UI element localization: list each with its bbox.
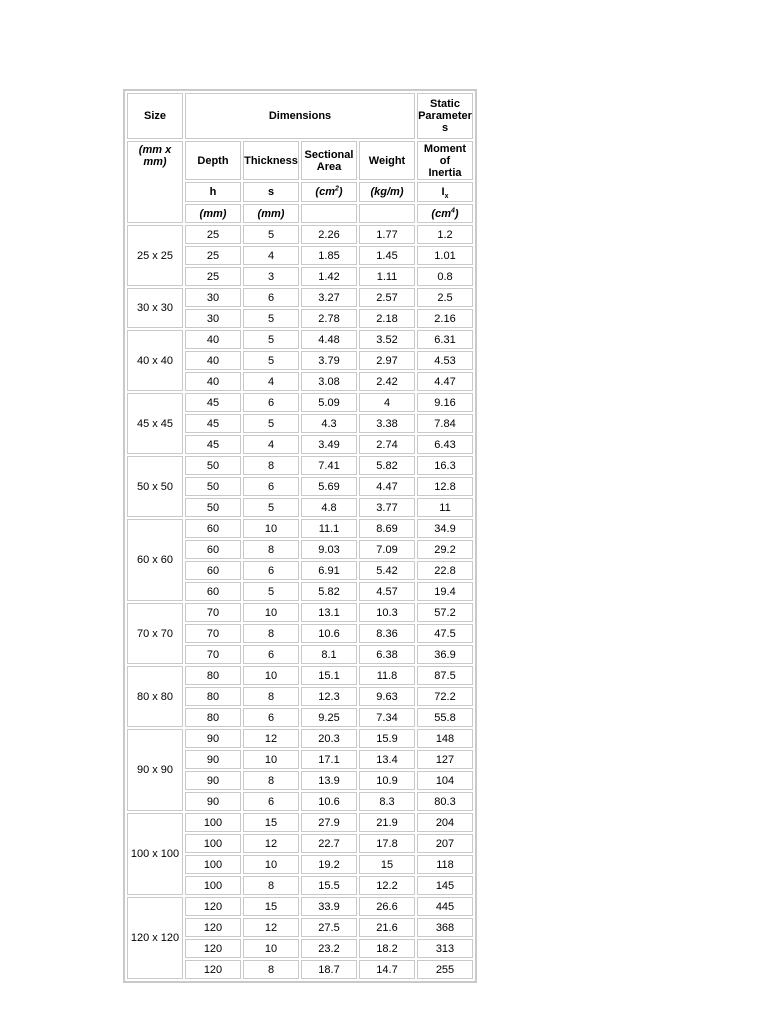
area-cell: 8.1 xyxy=(301,645,357,664)
size-cell: 100 x 100 xyxy=(127,813,183,895)
depth-cell: 50 xyxy=(185,477,241,496)
area-cell: 9.03 xyxy=(301,540,357,559)
inertia-cell: 16.3 xyxy=(417,456,473,475)
inertia-cell: 9.16 xyxy=(417,393,473,412)
inertia-cell: 22.8 xyxy=(417,561,473,580)
table-row xyxy=(127,519,473,538)
thickness-cell: 6 xyxy=(243,708,299,727)
inertia-cell: 6.31 xyxy=(417,330,473,349)
size-header: Size xyxy=(127,93,183,139)
weight-cell: 15.9 xyxy=(359,729,415,748)
area-cell: 3.79 xyxy=(301,351,357,370)
thickness-header: Thickness xyxy=(243,141,299,180)
thickness-cell: 8 xyxy=(243,624,299,643)
thickness-cell: 15 xyxy=(243,813,299,832)
inertia-cell: 72.2 xyxy=(417,687,473,706)
thickness-cell: 5 xyxy=(243,582,299,601)
thickness-cell: 6 xyxy=(243,792,299,811)
inertia-cell: 368 xyxy=(417,918,473,937)
inertia-cell: 29.2 xyxy=(417,540,473,559)
moment-line2: Inertia xyxy=(428,166,462,179)
thickness-cell: 8 xyxy=(243,540,299,559)
depth-cell: 100 xyxy=(185,855,241,874)
inertia-cell: 34.9 xyxy=(417,519,473,538)
weight-cell: 7.34 xyxy=(359,708,415,727)
weight-cell: 2.97 xyxy=(359,351,415,370)
weight-header: Weight xyxy=(359,141,415,180)
depth-cell: 70 xyxy=(185,624,241,643)
inertia-cell: 11 xyxy=(417,498,473,517)
table-row xyxy=(127,225,473,244)
area-line1: Sectional xyxy=(304,148,354,161)
depth-cell: 70 xyxy=(185,645,241,664)
thickness-cell: 6 xyxy=(243,393,299,412)
depth-cell: 100 xyxy=(185,813,241,832)
size-cell: 60 x 60 xyxy=(127,519,183,601)
area-cell: 1.85 xyxy=(301,246,357,265)
inertia-cell: 4.53 xyxy=(417,351,473,370)
inertia-cell: 57.2 xyxy=(417,603,473,622)
area-cell: 13.9 xyxy=(301,771,357,790)
depth-cell: 45 xyxy=(185,435,241,454)
thickness-cell: 6 xyxy=(243,645,299,664)
thickness-cell: 6 xyxy=(243,288,299,307)
thickness-cell: 5 xyxy=(243,330,299,349)
inertia-cell: 1.01 xyxy=(417,246,473,265)
area-cell: 19.2 xyxy=(301,855,357,874)
thickness-cell: 4 xyxy=(243,246,299,265)
thickness-cell: 8 xyxy=(243,771,299,790)
weight-cell: 2.18 xyxy=(359,309,415,328)
depth-cell: 50 xyxy=(185,456,241,475)
depth-cell: 30 xyxy=(185,309,241,328)
weight-cell: 2.42 xyxy=(359,372,415,391)
static-line2: Parameter xyxy=(418,110,472,122)
header-row-2 xyxy=(127,141,473,180)
weight-cell: 1.11 xyxy=(359,267,415,286)
thickness-cell: 10 xyxy=(243,666,299,685)
weight-cell: 21.6 xyxy=(359,918,415,937)
weight-cell: 21.9 xyxy=(359,813,415,832)
thickness-unit: (mm) xyxy=(243,204,299,223)
area-cell: 2.26 xyxy=(301,225,357,244)
area-cell: 15.5 xyxy=(301,876,357,895)
weight-cell: 1.45 xyxy=(359,246,415,265)
inertia-cell: 204 xyxy=(417,813,473,832)
depth-unit: (mm) xyxy=(185,204,241,223)
table-row xyxy=(127,813,473,832)
depth-symbol: h xyxy=(185,182,241,202)
weight-cell: 18.2 xyxy=(359,939,415,958)
depth-cell: 60 xyxy=(185,540,241,559)
depth-header: Depth xyxy=(185,141,241,180)
depth-cell: 25 xyxy=(185,246,241,265)
area-cell: 13.1 xyxy=(301,603,357,622)
area-cell: 27.9 xyxy=(301,813,357,832)
size-cell: 120 x 120 xyxy=(127,897,183,979)
inertia-cell: 104 xyxy=(417,771,473,790)
weight-cell: 3.38 xyxy=(359,414,415,433)
thickness-cell: 5 xyxy=(243,414,299,433)
depth-cell: 60 xyxy=(185,561,241,580)
moment-header xyxy=(417,141,473,180)
table-row xyxy=(127,330,473,349)
depth-cell: 60 xyxy=(185,519,241,538)
weight-cell: 8.36 xyxy=(359,624,415,643)
area-cell: 3.08 xyxy=(301,372,357,391)
inertia-cell: 80.3 xyxy=(417,792,473,811)
inertia-cell: 207 xyxy=(417,834,473,853)
thickness-cell: 10 xyxy=(243,939,299,958)
inertia-cell: 313 xyxy=(417,939,473,958)
inertia-cell: 7.84 xyxy=(417,414,473,433)
weight-cell: 8.3 xyxy=(359,792,415,811)
size-cell: 90 x 90 xyxy=(127,729,183,811)
depth-cell: 90 xyxy=(185,729,241,748)
thickness-cell: 10 xyxy=(243,519,299,538)
weight-cell: 10.9 xyxy=(359,771,415,790)
weight-cell: 6.38 xyxy=(359,645,415,664)
moment-unit: $(cm^4)$ xyxy=(417,204,473,223)
thickness-cell: 8 xyxy=(243,687,299,706)
weight-cell: 5.82 xyxy=(359,456,415,475)
thickness-cell: 8 xyxy=(243,960,299,979)
area-cell: 4.8 xyxy=(301,498,357,517)
inertia-cell: 148 xyxy=(417,729,473,748)
inertia-cell: 1.2 xyxy=(417,225,473,244)
thickness-cell: 10 xyxy=(243,603,299,622)
table-row xyxy=(127,729,473,748)
weight-cell: 3.52 xyxy=(359,330,415,349)
table-row xyxy=(127,897,473,916)
depth-cell: 40 xyxy=(185,372,241,391)
thickness-cell: 4 xyxy=(243,435,299,454)
depth-cell: 45 xyxy=(185,414,241,433)
header-row-1 xyxy=(127,93,473,139)
inertia-cell: 87.5 xyxy=(417,666,473,685)
depth-cell: 100 xyxy=(185,876,241,895)
depth-cell: 80 xyxy=(185,687,241,706)
size-cell: 50 x 50 xyxy=(127,456,183,517)
area-cell: 3.27 xyxy=(301,288,357,307)
thickness-cell: 5 xyxy=(243,309,299,328)
thickness-cell: 5 xyxy=(243,498,299,517)
inertia-cell: 118 xyxy=(417,855,473,874)
inertia-cell: 0.8 xyxy=(417,267,473,286)
weight-cell: 13.4 xyxy=(359,750,415,769)
inertia-cell: 4.47 xyxy=(417,372,473,391)
thickness-cell: 3 xyxy=(243,267,299,286)
area-cell: 5.69 xyxy=(301,477,357,496)
area-cell: 5.82 xyxy=(301,582,357,601)
depth-cell: 25 xyxy=(185,267,241,286)
thickness-cell: 12 xyxy=(243,729,299,748)
depth-cell: 40 xyxy=(185,330,241,349)
inertia-cell: 12.8 xyxy=(417,477,473,496)
depth-cell: 90 xyxy=(185,750,241,769)
size-cell: 45 x 45 xyxy=(127,393,183,454)
area-cell: 33.9 xyxy=(301,897,357,916)
weight-cell: 26.6 xyxy=(359,897,415,916)
inertia-cell: 127 xyxy=(417,750,473,769)
dimensions-header: Dimensions xyxy=(185,93,415,139)
weight-cell: 12.2 xyxy=(359,876,415,895)
area-cell: 6.91 xyxy=(301,561,357,580)
area-cell: 1.42 xyxy=(301,267,357,286)
weight-cell: 5.42 xyxy=(359,561,415,580)
area-cell: 4.3 xyxy=(301,414,357,433)
depth-cell: 30 xyxy=(185,288,241,307)
moment-symbol: $I_x$ xyxy=(417,182,473,202)
depth-cell: 60 xyxy=(185,582,241,601)
area-cell: 12.3 xyxy=(301,687,357,706)
area-cell: 10.6 xyxy=(301,624,357,643)
table-row xyxy=(127,456,473,475)
weight-cell: 9.63 xyxy=(359,687,415,706)
static-line3: s xyxy=(441,122,449,134)
thickness-cell: 10 xyxy=(243,855,299,874)
area-cell: 22.7 xyxy=(301,834,357,853)
weight-cell: 4.47 xyxy=(359,477,415,496)
weight-cell: 15 xyxy=(359,855,415,874)
depth-cell: 90 xyxy=(185,771,241,790)
inertia-cell: 47.5 xyxy=(417,624,473,643)
depth-cell: 50 xyxy=(185,498,241,517)
table-row xyxy=(127,666,473,685)
depth-cell: 45 xyxy=(185,393,241,412)
depth-cell: 40 xyxy=(185,351,241,370)
area-cell: 23.2 xyxy=(301,939,357,958)
weight-unit-empty xyxy=(359,204,415,223)
weight-cell: 3.77 xyxy=(359,498,415,517)
thickness-cell: 5 xyxy=(243,225,299,244)
inertia-cell: 2.5 xyxy=(417,288,473,307)
table-row xyxy=(127,288,473,307)
area-cell: 2.78 xyxy=(301,309,357,328)
size-cell: 30 x 30 xyxy=(127,288,183,328)
area-cell: 20.3 xyxy=(301,729,357,748)
depth-cell: 120 xyxy=(185,897,241,916)
area-cell: 15.1 xyxy=(301,666,357,685)
depth-cell: 90 xyxy=(185,792,241,811)
inertia-cell: 19.4 xyxy=(417,582,473,601)
depth-cell: 80 xyxy=(185,708,241,727)
size-cell: 80 x 80 xyxy=(127,666,183,727)
depth-cell: 120 xyxy=(185,960,241,979)
thickness-cell: 6 xyxy=(243,477,299,496)
area-cell: 7.41 xyxy=(301,456,357,475)
thickness-cell: 4 xyxy=(243,372,299,391)
weight-cell: 2.74 xyxy=(359,435,415,454)
static-parameters-header xyxy=(417,93,473,139)
weight-cell: 11.8 xyxy=(359,666,415,685)
depth-cell: 120 xyxy=(185,918,241,937)
size-cell: 70 x 70 xyxy=(127,603,183,664)
weight-cell: 10.3 xyxy=(359,603,415,622)
weight-cell: 4 xyxy=(359,393,415,412)
depth-cell: 80 xyxy=(185,666,241,685)
table-row xyxy=(127,603,473,622)
inertia-cell: 2.16 xyxy=(417,309,473,328)
area-cell: 27.5 xyxy=(301,918,357,937)
static-line1: Static xyxy=(430,98,460,110)
thickness-cell: 12 xyxy=(243,834,299,853)
inertia-cell: 255 xyxy=(417,960,473,979)
weight-unit: (kg/m) xyxy=(359,182,415,202)
area-cell: 18.7 xyxy=(301,960,357,979)
area-cell: 4.48 xyxy=(301,330,357,349)
area-cell: 3.49 xyxy=(301,435,357,454)
thickness-cell: 6 xyxy=(243,561,299,580)
thickness-cell: 5 xyxy=(243,351,299,370)
area-unit-empty xyxy=(301,204,357,223)
size-cell: 25 x 25 xyxy=(127,225,183,286)
moment-line1: Moment of xyxy=(423,142,467,167)
inertia-cell: 445 xyxy=(417,897,473,916)
inertia-cell: 145 xyxy=(417,876,473,895)
size-cell: 40 x 40 xyxy=(127,330,183,391)
area-cell: 11.1 xyxy=(301,519,357,538)
table-body xyxy=(127,93,473,979)
depth-cell: 120 xyxy=(185,939,241,958)
angle-section-table xyxy=(123,89,477,983)
inertia-cell: 36.9 xyxy=(417,645,473,664)
depth-cell: 70 xyxy=(185,603,241,622)
weight-cell: 7.09 xyxy=(359,540,415,559)
area-cell: 9.25 xyxy=(301,708,357,727)
depth-cell: 25 xyxy=(185,225,241,244)
weight-cell: 2.57 xyxy=(359,288,415,307)
area-header xyxy=(301,141,357,180)
size-unit-header: (mm x mm) xyxy=(127,141,183,223)
weight-cell: 4.57 xyxy=(359,582,415,601)
weight-cell: 1.77 xyxy=(359,225,415,244)
thickness-cell: 10 xyxy=(243,750,299,769)
thickness-cell: 8 xyxy=(243,456,299,475)
area-line2: Area xyxy=(316,160,342,173)
thickness-cell: 8 xyxy=(243,876,299,895)
inertia-cell: 6.43 xyxy=(417,435,473,454)
weight-cell: 17.8 xyxy=(359,834,415,853)
thickness-cell: 15 xyxy=(243,897,299,916)
inertia-cell: 55.8 xyxy=(417,708,473,727)
weight-cell: 14.7 xyxy=(359,960,415,979)
area-cell: 17.1 xyxy=(301,750,357,769)
table-row xyxy=(127,393,473,412)
thickness-symbol: s xyxy=(243,182,299,202)
weight-cell: 8.69 xyxy=(359,519,415,538)
area-cell: 5.09 xyxy=(301,393,357,412)
thickness-cell: 12 xyxy=(243,918,299,937)
area-unit: $(cm^2)$ xyxy=(301,182,357,202)
depth-cell: 100 xyxy=(185,834,241,853)
area-cell: 10.6 xyxy=(301,792,357,811)
